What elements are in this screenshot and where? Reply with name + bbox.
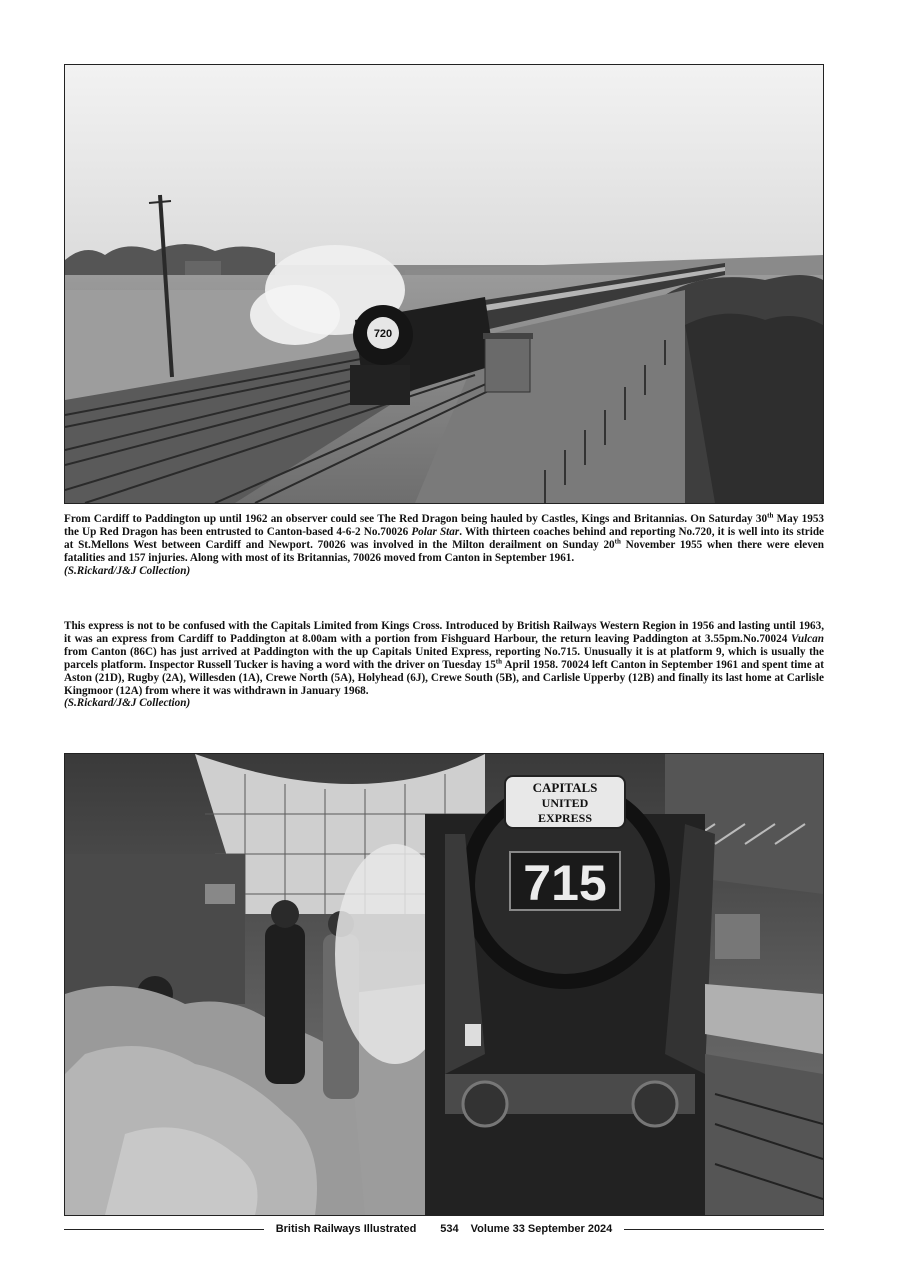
locomotive-name: Vulcan	[791, 632, 824, 645]
photo-credit: (S.Rickard/J&J Collection)	[64, 697, 191, 710]
caption-text: from Canton (86C) has just arrived at Paddington with the up Capitals United Express, reporting No.715. Unusually it is at platform 9, which is usually the parcels platform. Inspector Russell Tucker is having a word with the driver on Tuesday 15	[64, 645, 824, 671]
issue-label: Volume 33 September 2024	[470, 1223, 613, 1235]
page-footer	[64, 1221, 824, 1237]
caption-red-dragon	[64, 513, 824, 578]
superscript: th	[495, 656, 503, 665]
caption-text: November 1955 when there were eleven fatalities and 157 injuries. Along with most of its Britannias, 70026 moved from Canton in September 1961.	[64, 538, 824, 564]
caption-capitals-united	[64, 620, 824, 710]
photo-red-dragon-image	[65, 65, 823, 503]
headboard-line3: EXPRESS	[537, 811, 593, 825]
photo-credit: (S.Rickard/J&J Collection)	[64, 564, 191, 577]
superscript: th	[614, 537, 621, 546]
caption-capitals-united-body	[64, 620, 824, 697]
loco-reporting-number: 720	[373, 328, 393, 340]
photo-red-dragon	[64, 64, 824, 504]
locomotive-name: Polar Star	[411, 525, 460, 538]
headboard-line2: UNITED	[541, 796, 589, 810]
footer-rule-right	[624, 1229, 824, 1230]
footer-rule-left	[64, 1229, 264, 1230]
reporting-number: 715	[523, 855, 607, 911]
photo-capitals-united-express	[64, 753, 824, 1216]
inspector-figure	[265, 924, 305, 1084]
caption-text: . With thirteen coaches behind and reporting No.720, it is well into its stride at St.Mellons West between Cardiff and Newport. 70026 was involved in the Milton derailment on Sunday 20	[64, 525, 825, 551]
headboard-line1: CAPITALS	[532, 780, 598, 795]
caption-text: April 1958. 70024 left Canton in September 1961 and spent time at Aston (21D), Rugby (2A), Willesden (1A), Crewe North (5A), Holyhead (6J), Crewe South (5B), and Carlisle Upperby (12B) and finally its last home at Carlisle Kingmoor (12A) from where it was withdrawn in January 1968.	[64, 658, 824, 697]
superscript: th	[767, 511, 774, 520]
publication-title: British Railways Illustrated	[275, 1223, 417, 1235]
caption-text: This express is not to be confused with the Capitals Limited from Kings Cross. Introduced by British Railways Western Region in 1956 and lasting until 1963, it was an express from Cardiff to Paddington at 8.00am with a portion from Fishguard Harbour, the return leaving Paddington at 3.55pm.No.70024	[64, 620, 824, 645]
caption-text: May 1953 the Up Red Dragon has been entrusted to Canton-based 4-6-2 No.70026	[64, 513, 825, 538]
caption-text: From Cardiff to Paddington up until 1962 an observer could see The Red Dragon being hauled by Castles, Kings and Britannias. On Saturday 30	[64, 513, 768, 525]
photo-capitals-united-image	[65, 754, 823, 1215]
page-number: 534	[440, 1223, 459, 1235]
caption-red-dragon-body	[64, 513, 824, 565]
